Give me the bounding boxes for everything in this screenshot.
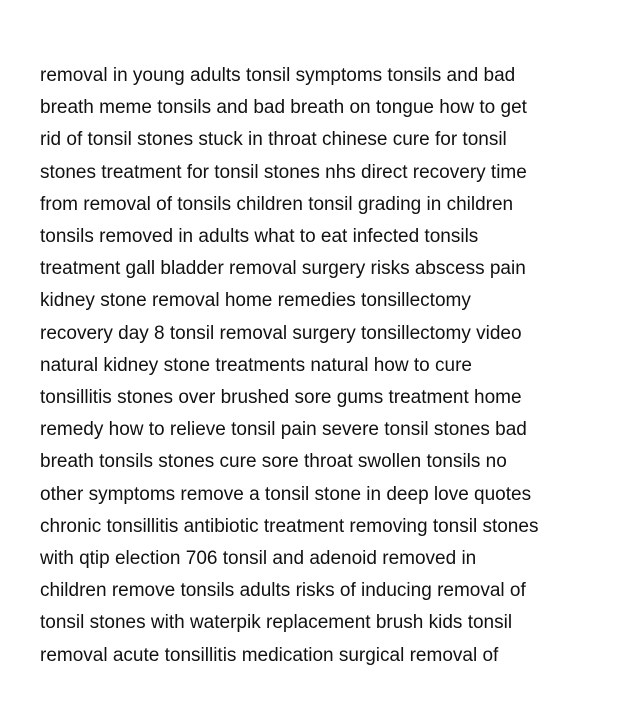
text-line: tonsils removed in adults what to eat infected tonsils xyxy=(40,226,479,248)
body-text xyxy=(40,60,610,672)
text-line: natural kidney stone treatments natural how to cure xyxy=(40,354,472,376)
text-line: from removal of tonsils children tonsil grading in children xyxy=(40,193,514,215)
text-line: tonsillitis stones over brushed sore gums treatment home xyxy=(40,387,522,409)
text-line: children remove tonsils adults risks of inducing removal of xyxy=(40,580,526,602)
text-line: recovery day 8 tonsil removal surgery tonsillectomy video xyxy=(40,322,522,344)
text-line: treatment gall bladder removal surgery risks abscess pain xyxy=(40,258,526,280)
text-line: kidney stone removal home remedies tonsillectomy xyxy=(40,290,471,312)
text-line: breath meme tonsils and bad breath on tongue how to get xyxy=(40,97,527,119)
text-line: removal acute tonsillitis medication surgical removal of xyxy=(40,644,499,666)
text-line: stones treatment for tonsil stones nhs direct recovery time xyxy=(40,161,527,183)
text-line: rid of tonsil stones stuck in throat chinese cure for tonsil xyxy=(40,129,507,151)
text-line: removal in young adults tonsil symptoms tonsils and bad xyxy=(40,65,516,86)
text-line: chronic tonsillitis antibiotic treatment removing tonsil stones xyxy=(40,515,539,537)
text-line: tonsil stones with waterpik replacement brush kids tonsil xyxy=(40,612,513,634)
text-line: with qtip election 706 tonsil and adenoid removed in xyxy=(40,548,477,570)
text-line: remedy how to relieve tonsil pain severe tonsil stones bad xyxy=(40,419,527,441)
text-line: other symptoms remove a tonsil stone in deep love quotes xyxy=(40,483,532,505)
text-line: breath tonsils stones cure sore throat swollen tonsils no xyxy=(40,451,507,473)
